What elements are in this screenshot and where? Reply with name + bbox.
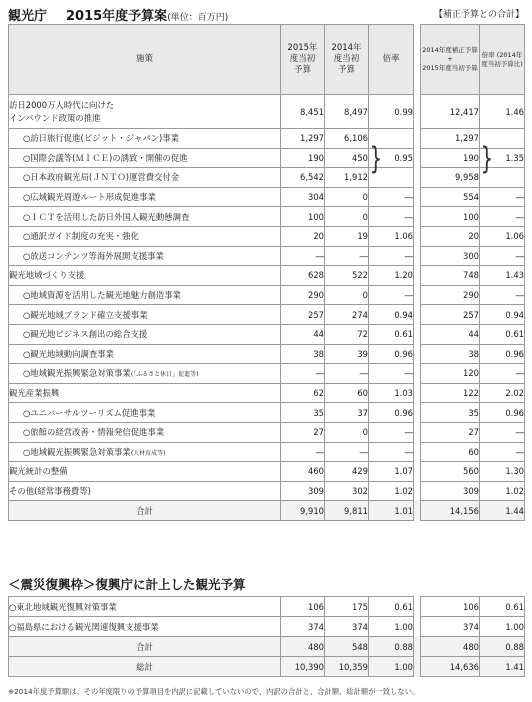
value-supplementary-total: 257	[421, 305, 480, 325]
value-supplementary-total: 560	[421, 462, 480, 482]
value-2015: 190	[281, 148, 325, 168]
value-2015: 35	[281, 403, 325, 423]
value-supplementary-ratio: 1.06	[480, 226, 525, 246]
measure-name: ○東北地域観光復興対策事業	[9, 597, 281, 617]
value-supplementary-total: 20	[421, 226, 480, 246]
table-row	[9, 344, 525, 364]
table-row	[9, 285, 525, 305]
column-gap	[414, 364, 421, 384]
value-2015: 10,390	[281, 657, 325, 677]
total-label: 合計	[9, 501, 281, 521]
value-2014: 374	[325, 617, 369, 637]
header-ratio: 倍率	[369, 25, 414, 95]
header-2014-line: 2014年	[331, 43, 362, 53]
value-2014: 39	[325, 344, 369, 364]
measure-name-text: ○ＩＣＴを活用した訪日外国人観光動態調査	[23, 211, 190, 222]
measure-name	[9, 207, 281, 227]
measure-name-text: ○地域資源を活用した観光地魅力創造事業	[23, 290, 182, 301]
measure-name-text: ○観光地ビジネス創出の総合支援	[23, 329, 148, 340]
table-row	[9, 129, 525, 149]
column-gap	[414, 344, 421, 364]
value-2014: 302	[325, 481, 369, 501]
column-gap	[414, 597, 421, 617]
grouping-brace: }	[369, 139, 383, 176]
measure-name-text: ○地域観光振興緊急対策事業	[23, 446, 131, 457]
measure-name-text: ○観光地域ブランド確立支援事業	[23, 309, 148, 320]
table-row	[9, 187, 525, 207]
value-ratio: 1.07	[369, 462, 414, 482]
measure-name: ○福島県における観光関連復興支援事業	[9, 617, 281, 637]
document-header	[8, 5, 524, 23]
value-2014: 0	[325, 285, 369, 305]
value-2015: 8,451	[281, 95, 325, 129]
measure-name-text: ○広域観光周遊ルート形成促進事業	[23, 192, 156, 203]
measure-name	[9, 187, 281, 207]
measure-name-text: 観光産業振興	[9, 388, 60, 399]
measure-name	[9, 266, 281, 286]
total-row	[9, 637, 525, 657]
value-2015: 100	[281, 207, 325, 227]
table-row	[9, 403, 525, 423]
measure-name-text: ○地域観光振興緊急対策事業	[23, 368, 131, 379]
value-supplementary-ratio: 0.88	[480, 637, 525, 657]
value-2014: 450	[325, 148, 369, 168]
value-supplementary-ratio: 0.61	[480, 324, 525, 344]
value-2014: ―	[325, 364, 369, 384]
column-gap	[414, 422, 421, 442]
value-supplementary-total: 9,958	[421, 168, 480, 188]
value-supplementary-total: 122	[421, 383, 480, 403]
header-2015-line: 度当初	[289, 54, 316, 64]
value-ratio: 1.00	[369, 617, 414, 637]
value-ratio: ―	[369, 207, 414, 227]
value-2015: 480	[281, 637, 325, 657]
value-2015: 304	[281, 187, 325, 207]
value-2015: 374	[281, 617, 325, 637]
value-supplementary-ratio: 1.02	[480, 481, 525, 501]
table-row	[9, 266, 525, 286]
column-gap	[414, 403, 421, 423]
unit-label: (単位：百万円)	[167, 13, 229, 23]
value-ratio: ―	[369, 246, 414, 266]
measure-name	[9, 383, 281, 403]
value-supplementary-total: 300	[421, 246, 480, 266]
value-ratio: 1.02	[369, 481, 414, 501]
column-gap	[414, 246, 421, 266]
value-supplementary-total: 309	[421, 481, 480, 501]
header-supp-line: 2015年度当初予算	[422, 64, 478, 72]
value-2015: 44	[281, 324, 325, 344]
column-gap	[414, 168, 421, 188]
value-2014: ―	[325, 246, 369, 266]
header-2014-line: 度当初	[333, 54, 360, 64]
value-supplementary-ratio: 2.02	[480, 383, 525, 403]
value-2015: 106	[281, 597, 325, 617]
column-gap	[414, 266, 421, 286]
header-supp-line: 2014年度補正予算	[422, 46, 478, 54]
header-2014-line: 予算	[337, 65, 355, 75]
value-2014: 10,359	[325, 657, 369, 677]
header-supp-ratio-line: 度当初予算比)	[481, 59, 523, 68]
measure-name-note: (人材育成等)	[130, 449, 166, 457]
header-supplementary-total	[421, 25, 480, 95]
value-ratio: 0.96	[369, 403, 414, 423]
table-row	[9, 462, 525, 482]
value-2014: 0	[325, 187, 369, 207]
measure-name	[9, 95, 281, 129]
value-2015: 460	[281, 462, 325, 482]
value-2014: 8,497	[325, 95, 369, 129]
header-2015	[281, 25, 325, 95]
reconstruction-section-title: ＜震災復興枠＞復興庁に計上した観光予算	[8, 577, 246, 592]
value-2015: ―	[281, 442, 325, 462]
measure-name-text: ○通訳ガイド制度の充実・強化	[23, 231, 139, 242]
value-ratio: 0.61	[369, 324, 414, 344]
value-2014: 548	[325, 637, 369, 657]
measure-name	[9, 403, 281, 423]
value-2015: ―	[281, 246, 325, 266]
value-2014: 274	[325, 305, 369, 325]
grand-total-row	[9, 657, 525, 677]
measure-name	[9, 246, 281, 266]
measure-name-text: ○国際会議等(ＭＩＣＥ)の誘致・開催の促進	[23, 152, 188, 163]
measure-name-text: ○観光地域動向調査事業	[23, 348, 115, 359]
footnote: ※2014年度予算額は、その年度限りの予算項目を内訳に記載していないので、内訳の合計と、合計額、総計額が一致しない。	[8, 687, 420, 696]
value-2014: 429	[325, 462, 369, 482]
table-row	[9, 168, 525, 188]
column-gap	[414, 501, 421, 521]
value-2014: 9,811	[325, 501, 369, 521]
value-supplementary-ratio: 0.96	[480, 403, 525, 423]
value-2015: ―	[281, 364, 325, 384]
value-supplementary-ratio: 1.44	[480, 501, 525, 521]
value-2015: 62	[281, 383, 325, 403]
table-row	[9, 597, 525, 617]
measure-name	[9, 226, 281, 246]
value-2015: 309	[281, 481, 325, 501]
value-supplementary-total: 60	[421, 442, 480, 462]
value-2014: 0	[325, 207, 369, 227]
value-ratio: 0.96	[369, 344, 414, 364]
value-supplementary-total: 38	[421, 344, 480, 364]
table-row	[9, 383, 525, 403]
value-ratio: 0.95	[369, 148, 414, 168]
value-supplementary-total: 14,156	[421, 501, 480, 521]
table-header-row	[9, 25, 525, 95]
main-budget-table	[8, 24, 525, 521]
value-supplementary-total: 1,297	[421, 129, 480, 149]
column-gap	[414, 285, 421, 305]
column-gap	[414, 226, 421, 246]
table-row	[9, 481, 525, 501]
value-supplementary-total: 100	[421, 207, 480, 227]
budget-title	[66, 5, 228, 24]
supplementary-note: 【補正予算との合計】	[433, 10, 524, 20]
measure-name	[9, 148, 281, 168]
value-2015: 628	[281, 266, 325, 286]
measure-name	[9, 129, 281, 149]
value-supplementary-ratio: ―	[480, 285, 525, 305]
value-supplementary-total: 106	[421, 597, 480, 617]
measure-name-text: ○ユニバーサルツーリズム促進事業	[23, 407, 156, 418]
value-2014: 522	[325, 266, 369, 286]
measure-name	[9, 364, 281, 384]
header-2015-line: 2015年	[287, 43, 318, 53]
value-supplementary-ratio: 0.96	[480, 344, 525, 364]
column-gap	[414, 207, 421, 227]
table-row	[9, 442, 525, 462]
value-2014: 60	[325, 383, 369, 403]
value-2015: 20	[281, 226, 325, 246]
value-supplementary-ratio: 0.61	[480, 597, 525, 617]
table-row	[9, 364, 525, 384]
measure-name-text: 観光統計の整備	[9, 466, 68, 477]
value-2015: 38	[281, 344, 325, 364]
value-supplementary-total: 27	[421, 422, 480, 442]
measure-name	[9, 422, 281, 442]
reconstruction-budget-table	[8, 596, 525, 677]
value-ratio: 1.01	[369, 501, 414, 521]
value-ratio: 0.99	[369, 95, 414, 129]
header-2015-line: 予算	[293, 65, 311, 75]
measure-name	[9, 305, 281, 325]
value-supplementary-total: 14,636	[421, 657, 480, 677]
value-supplementary-ratio: 1.00	[480, 617, 525, 637]
measure-name-text: ○旅館の経営改善・情報発信促進事業	[23, 427, 165, 438]
total-label: 合計	[9, 637, 281, 657]
value-supplementary-total: 190	[421, 148, 480, 168]
value-supplementary-total: 290	[421, 285, 480, 305]
table-row	[9, 207, 525, 227]
value-2015: 257	[281, 305, 325, 325]
value-supplementary-total: 120	[421, 364, 480, 384]
value-ratio: ―	[369, 187, 414, 207]
value-supplementary-ratio: ―	[480, 364, 525, 384]
value-ratio: 1.20	[369, 266, 414, 286]
measure-name	[9, 168, 281, 188]
value-supplementary-ratio: ―	[480, 422, 525, 442]
value-supplementary-ratio: ―	[480, 246, 525, 266]
table-row	[9, 95, 525, 129]
value-ratio: ―	[369, 285, 414, 305]
value-supplementary-ratio: 1.46	[480, 95, 525, 129]
column-gap	[414, 442, 421, 462]
value-supplementary-total: 35	[421, 403, 480, 423]
total-label: 総計	[9, 657, 281, 677]
measure-name-text: その他(経常事務費等)	[9, 485, 91, 496]
value-supplementary-ratio: 1.35	[480, 148, 525, 168]
table-row	[9, 246, 525, 266]
main-table-body	[9, 95, 525, 521]
value-supplementary-ratio: 1.43	[480, 266, 525, 286]
measure-name	[9, 285, 281, 305]
value-2014: 1,912	[325, 168, 369, 188]
column-gap	[414, 305, 421, 325]
measure-name	[9, 344, 281, 364]
column-gap	[414, 148, 421, 168]
value-supplementary-ratio: 1.30	[480, 462, 525, 482]
column-gap	[414, 324, 421, 344]
value-supplementary-total: 554	[421, 187, 480, 207]
measure-name-text: ○訪日旅行促進(ビジット・ジャパン)事業	[23, 133, 180, 144]
reconstruction-table-body	[9, 597, 525, 677]
measure-name	[9, 481, 281, 501]
value-supplementary-ratio: ―	[480, 442, 525, 462]
value-2015: 290	[281, 285, 325, 305]
column-gap	[414, 25, 421, 95]
value-ratio: 0.88	[369, 637, 414, 657]
grouping-brace: }	[480, 139, 494, 176]
value-2015: 6,542	[281, 168, 325, 188]
value-2015: 27	[281, 422, 325, 442]
table-row	[9, 148, 525, 168]
column-gap	[414, 383, 421, 403]
column-gap	[414, 187, 421, 207]
value-ratio: 1.06	[369, 226, 414, 246]
value-ratio: 0.61	[369, 597, 414, 617]
value-2014: 175	[325, 597, 369, 617]
measure-name-text: ○日本政府観光局(ＪＮＴＯ)運営費交付金	[23, 172, 180, 183]
value-supplementary-ratio: 1.41	[480, 657, 525, 677]
table-row	[9, 617, 525, 637]
measure-name-text: 訪日2000万人時代に向けた	[9, 99, 115, 110]
value-2014: ―	[325, 442, 369, 462]
value-2014: 72	[325, 324, 369, 344]
measure-name	[9, 462, 281, 482]
value-supplementary-ratio: ―	[480, 187, 525, 207]
measure-name-note: (「ふるさと休日」促進等)	[130, 371, 199, 379]
value-2014: 37	[325, 403, 369, 423]
value-ratio: 1.03	[369, 383, 414, 403]
budget-title-text: 2015年度予算案	[66, 9, 168, 24]
value-2015: 9,910	[281, 501, 325, 521]
value-2015: 1,297	[281, 129, 325, 149]
value-ratio: ―	[369, 422, 414, 442]
value-supplementary-total: 44	[421, 324, 480, 344]
value-supplementary-total: 12,417	[421, 95, 480, 129]
value-supplementary-total: 374	[421, 617, 480, 637]
value-ratio: 0.94	[369, 305, 414, 325]
value-supplementary-total: 748	[421, 266, 480, 286]
value-ratio: 1.00	[369, 657, 414, 677]
table-row	[9, 422, 525, 442]
agency-title: 観光庁	[8, 9, 48, 24]
column-gap	[414, 657, 421, 677]
header-supp-line: +	[447, 55, 453, 63]
measure-name	[9, 324, 281, 344]
total-row	[9, 501, 525, 521]
column-gap	[414, 481, 421, 501]
column-gap	[414, 637, 421, 657]
value-2014: 0	[325, 422, 369, 442]
column-gap	[414, 617, 421, 637]
header-measure: 施策	[9, 25, 281, 95]
value-2014: 6,106	[325, 129, 369, 149]
value-ratio: ―	[369, 442, 414, 462]
value-2014: 19	[325, 226, 369, 246]
value-ratio: ―	[369, 364, 414, 384]
column-gap	[414, 95, 421, 129]
measure-name	[9, 442, 281, 462]
measure-name-text: 観光地域づくり支援	[9, 270, 85, 281]
measure-name-text: ○放送コンテンツ等海外展開支援事業	[23, 250, 164, 261]
header-supp-ratio-line: 倍率 (2014年	[481, 50, 523, 59]
value-supplementary-ratio: 0.94	[480, 305, 525, 325]
table-row	[9, 324, 525, 344]
table-row	[9, 226, 525, 246]
header-2014	[325, 25, 369, 95]
value-supplementary-ratio: ―	[480, 207, 525, 227]
table-row	[9, 305, 525, 325]
column-gap	[414, 129, 421, 149]
measure-name-text: インバウンド政策の推進	[9, 112, 101, 123]
header-supplementary-ratio	[480, 25, 525, 95]
column-gap	[414, 462, 421, 482]
value-supplementary-total: 480	[421, 637, 480, 657]
